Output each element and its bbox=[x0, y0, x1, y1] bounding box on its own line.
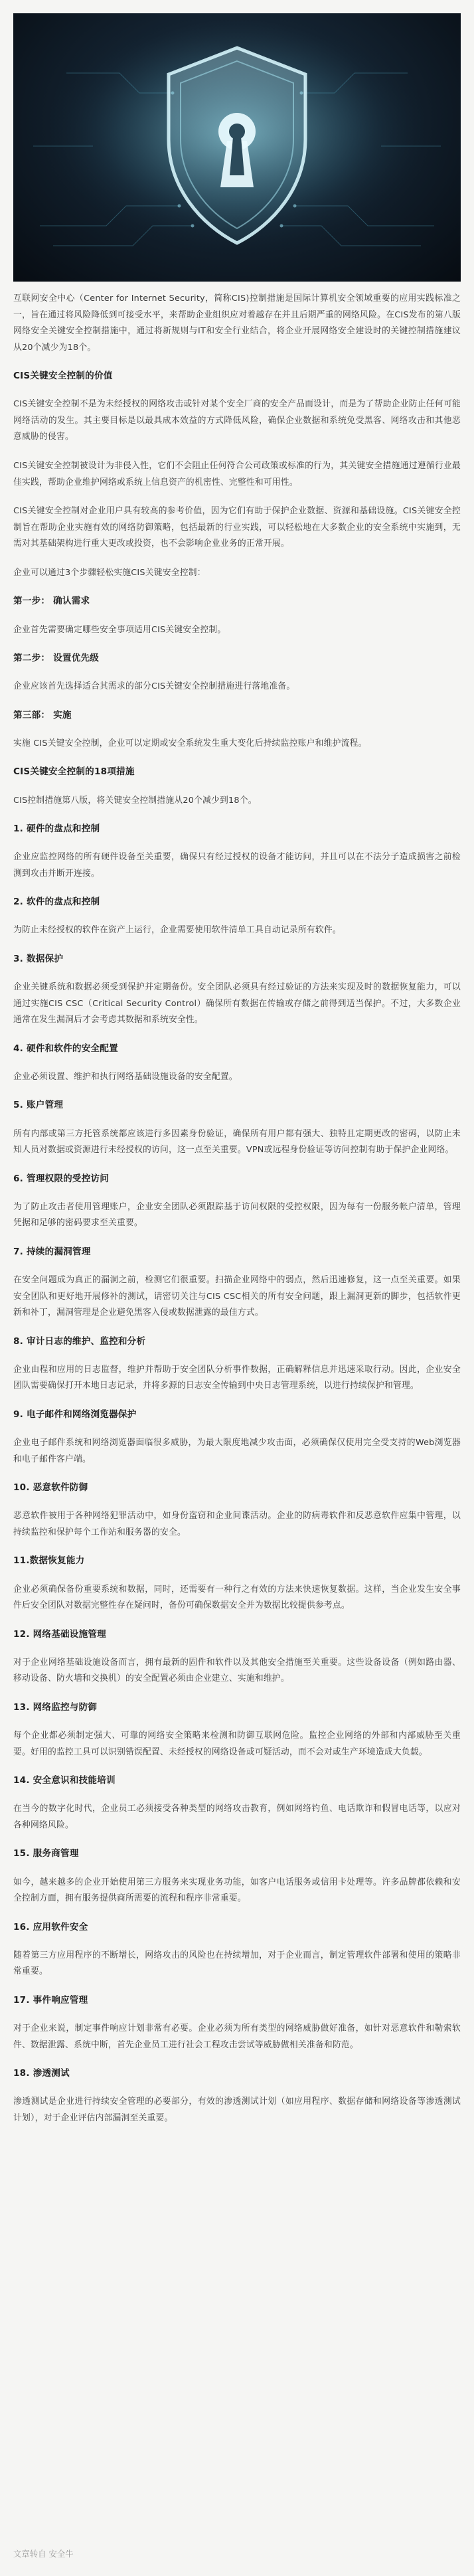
paragraph: 企业关键系统和数据必须受到保护并定期备份。安全团队必须具有经过验证的方法来实现及时的数据恢复能力，可以通过实施CIS CSC（Critical Security Control）确保所有数据在传输或存储之前得到适当保护。不过，大多数企业通常在发生漏洞后才会考虑其数据和系统安全性。 bbox=[13, 982, 461, 1025]
paragraph: 随着第三方应用程序的不断增长，网络攻击的风险也在持续增加，对于企业而言，制定管理软件部署和使用的策略非常重要。 bbox=[13, 1950, 461, 1977]
paragraph: 企业电子邮件系统和网络浏览器面临很多威胁，为最大限度地减少攻击面，必须确保仅使用完全受支持的Web浏览器和电子邮件客户端。 bbox=[13, 1438, 461, 1464]
section-heading: 16. 应用软件安全 bbox=[13, 1921, 88, 1932]
section-heading: 6. 管理权限的受控访问 bbox=[13, 1173, 110, 1184]
hero-image bbox=[13, 13, 461, 282]
paragraph: 在安全问题成为真正的漏洞之前，检测它们很重要。扫描企业网络中的弱点，然后迅速修复，这一点至关重要。如果安全团队和更好地开展修补的测试，请密切关注与CIS CSC相关的所有安全问题，跟上漏洞更新的脚步，包括软件更新和补丁，漏洞管理是企业避免黑客入侵或数据泄露的最佳方式。 bbox=[13, 1275, 461, 1318]
paragraph: CIS关键安全控制被设计为非侵入性，它们不会阻止任何符合公司政策或标准的行为，其关键安全措施通过遵循行业最佳实践，帮助企业维护网络或系统上信息资产的机密性、完整性和可用性。 bbox=[13, 461, 461, 487]
section-heading: 1. 硬件的盘点和控制 bbox=[13, 823, 100, 835]
paragraph: 实施 CIS关键安全控制，企业可以定期或安全系统发生重大变化后持续监控账户和维护流程。 bbox=[13, 738, 367, 748]
section-heading: 8. 审计日志的维护、监控和分析 bbox=[13, 1335, 146, 1347]
section-heading: 4. 硬件和软件的安全配置 bbox=[13, 1043, 118, 1054]
paragraph: 对于企业网络基础设施设备而言，拥有最新的固件和软件以及其他安全措施至关重要。这些设备设备（例如路由器、移动设备、防火墙和交换机）的安全配置必须由企业建立、实施和维护。 bbox=[13, 1657, 461, 1684]
section-heading: CIS关键安全控制的18项措施 bbox=[13, 766, 135, 778]
paragraph: 企业必须确保备份重要系统和数据，同时，还需要有一种行之有效的方法来快速恢复数据。这样，当企业发生安全事件后安全团队对数据完整性存在疑问时，备份可确保数据安全并为数据比较提供参考点。 bbox=[13, 1584, 461, 1611]
section-heading: 9. 电子邮件和网络浏览器保护 bbox=[13, 1409, 137, 1420]
paragraph: CIS关键安全控制不是为未经授权的网络攻击或针对某个安全厂商的安全产品而设计，而是为了帮助企业防止任何可能网络活动的发生。其主要目标是以最具成本效益的方式降低风险，确保企业数据和系统免受黑客、网络攻击和其他恶意威胁的侵害。 bbox=[13, 399, 461, 442]
article-body bbox=[13, 291, 461, 2535]
paragraph: 企业应监控网络的所有硬件设备至关重要，确保只有经过授权的设备才能访问，并且可以在不法分子造成损害之前检测到攻击并断开连接。 bbox=[13, 852, 461, 879]
article-source: 文章转自 安全牛 bbox=[13, 2549, 74, 2559]
section-heading: 第三部： 实施 bbox=[13, 709, 72, 721]
section-heading: CIS关键安全控制的价值 bbox=[13, 371, 113, 382]
paragraph: 在当今的数字化时代，企业员工必须接受各种类型的网络攻击教育，例如网络钓鱼、电话欺诈和假冒电话等，以应对各种网络风险。 bbox=[13, 1804, 461, 1830]
section-heading: 17. 事件响应管理 bbox=[13, 1994, 88, 2006]
section-heading: 10. 恶意软件防御 bbox=[13, 1482, 88, 1494]
paragraph: 为了防止攻击者使用管理账户，企业安全团队必须跟踪基于访问权限的受控权限，因为每有一份服务帐户清单，管理凭据和足够的密码要求至关重要。 bbox=[13, 1201, 461, 1229]
section-heading: 第一步： 确认需求 bbox=[13, 596, 90, 607]
section-heading: 2. 软件的盘点和控制 bbox=[13, 897, 100, 908]
paragraph: 如今，越来越多的企业开始使用第三方服务来实现业务功能，如客户电话服务或信用卡处理等。许多品牌都依赖和安全控制方面，拥有服务提供商所需要的流程和程序非常重要。 bbox=[13, 1877, 461, 1904]
paragraph: 恶意软件被用于各种网络犯罪活动中，如身份盗窃和企业间谍活动。企业的防病毒软件和反恶意软件应集中管理，以持续监控和保护每个工作站和服务器的安全。 bbox=[13, 1511, 461, 1537]
paragraph: 每个企业都必须制定强大、可靠的网络安全策略来检测和防御互联网危险。监控企业网络的外部和内部威胁至关重要。好用的监控工具可以识别错误配置、未经授权的网络设备或可疑活动，而不会对或生产环境造成大负载。 bbox=[13, 1731, 461, 1757]
paragraph: 企业必须设置、维护和执行网络基础设施设备的安全配置。 bbox=[13, 1071, 238, 1082]
section-heading: 3. 数据保护 bbox=[13, 954, 64, 965]
paragraph: 对于企业来说，制定事件响应计划非常有必要。企业必须为所有类型的网络威胁做好准备，如针对恶意软件和勒索软件、数据泄露、系统中断，首先企业员工进行社会工程攻击尝试等威胁做相关准备和防范。 bbox=[13, 2023, 461, 2050]
section-heading: 13. 网络监控与防御 bbox=[13, 1701, 98, 1713]
section-heading: 5. 账户管理 bbox=[13, 1100, 64, 1111]
paragraph: 企业由程和应用的日志监督，维护并帮助于安全团队分析事件数据，正确解释信息并迅速采取行动。因此，企业安全团队需要确保打开本地日志记录，并将多源的日志安全传输到中央日志管理系统，以进行持续保护和管理。 bbox=[13, 1364, 461, 1391]
shield-keyhole-icon bbox=[13, 13, 461, 282]
paragraph: 企业可以通过3个步骤轻松实施CIS关键安全控制： bbox=[13, 567, 206, 578]
paragraph: 所有内部或第三方托管系统都应该进行多因素身份验证，确保所有用户都有强大、独特且定期更改的密码，以防止未知人员对数据或资源进行未经授权的访问，这一点至关重要。VPN或远程身份验证等访问控制有助于保护企业网络。 bbox=[13, 1128, 461, 1156]
section-heading: 12. 网络基础设施管理 bbox=[13, 1628, 106, 1640]
paragraph: 企业首先需要确定哪些安全事项适用CIS关键安全控制。 bbox=[13, 624, 226, 635]
paragraph: CIS关键安全控制对企业用户具有较高的参考价值，因为它们有助于保护企业数据、资源和基础设施。CIS关键安全控制旨在帮助企业实施有效的网络防御策略，包括最新的行业实践，可以轻松地在大多数企业的安全系统中实施到，无需对其基础架构进行重大更改或投资，也不会影响企业业务的正常开展。 bbox=[13, 506, 461, 549]
section-heading: 第二步： 设置优先级 bbox=[13, 653, 100, 664]
paragraph: CIS控制措施第八版，将关键安全控制措施从20个减少到18个。 bbox=[13, 795, 257, 806]
section-heading: 11.数据恢复能力 bbox=[13, 1555, 85, 1567]
paragraph: 渗透测试是企业进行持续安全管理的必要部分，有效的渗透测试计划（如应用程序、数据存储和网络设备等渗透测试计划），对于企业评估内部漏洞至关重要。 bbox=[13, 2097, 461, 2123]
section-heading: 7. 持续的漏洞管理 bbox=[13, 1246, 91, 1257]
section-heading: 15. 服务商管理 bbox=[13, 1848, 79, 1859]
section-heading: 14. 安全意识和技能培训 bbox=[13, 1775, 116, 1786]
paragraph: 为防止未经授权的软件在资产上运行，企业需要使用软件清单工具自动记录所有软件。 bbox=[13, 925, 341, 936]
paragraph: 企业应该首先选择适合其需求的部分CIS关键安全控制措施进行落地准备。 bbox=[13, 681, 295, 692]
section-heading: 18. 渗透测试 bbox=[13, 2068, 70, 2079]
paragraph: 互联网安全中心（Center for Internet Security，简称CIS)控制措施是国际计算机安全领域重要的应用实践标准之一，旨在通过将风险降低到可接受水平，来帮助企业组织应对着越存在并且后期严重的网络风险。在CIS发布的第八版网络安全关键安全控制措施中，通过将新规则与IT和安全行业结合，将企业开展网络安全建设时的关键控制措施建议从20个减少为18个。 bbox=[13, 294, 461, 353]
